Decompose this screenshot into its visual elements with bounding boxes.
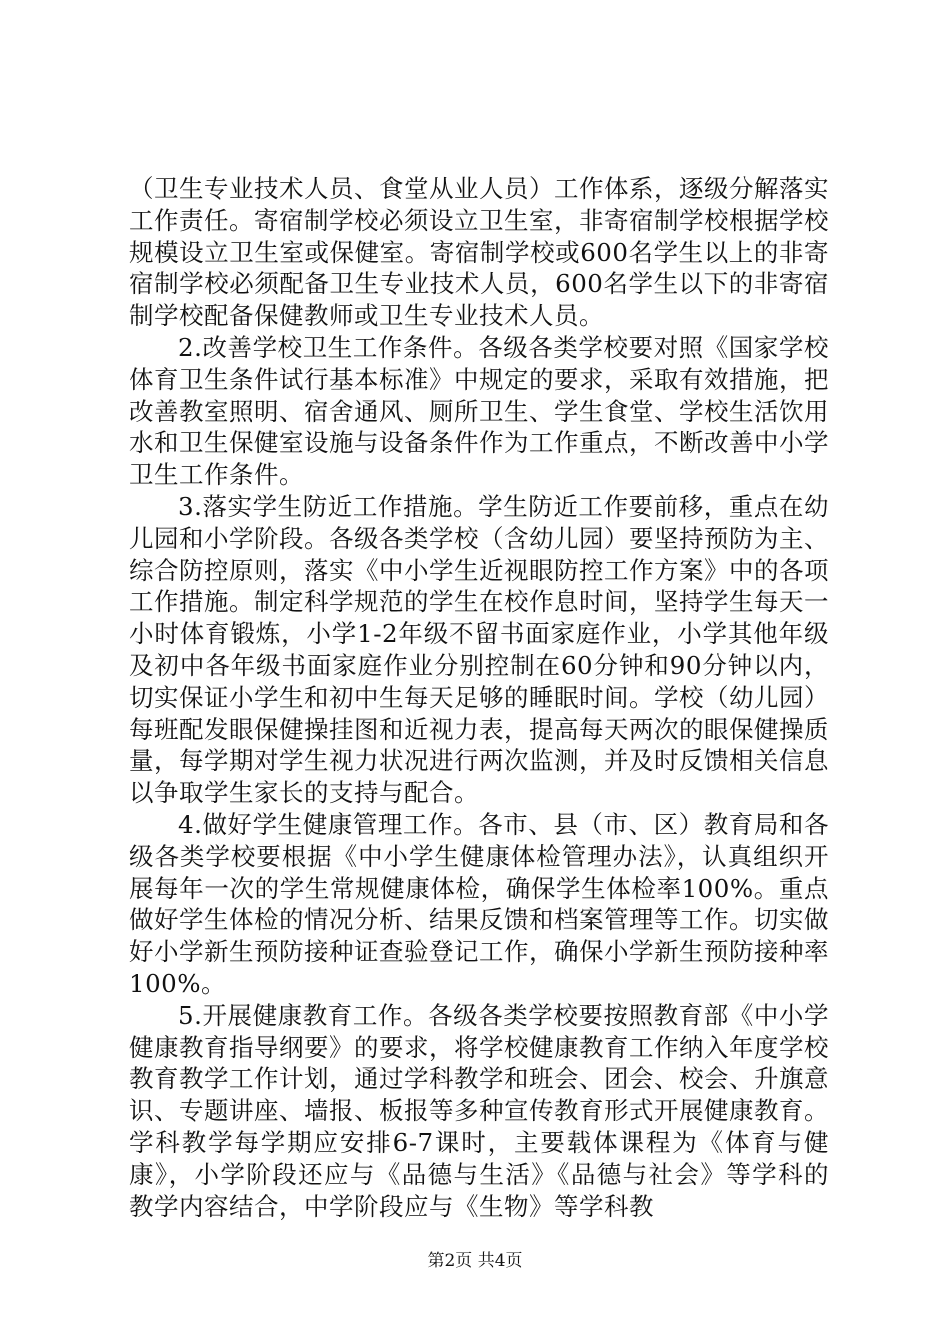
paragraph-item-2: 2.改善学校卫生工作条件。各级各类学校要对照《国家学校体育卫生条件试行基本标准》中规定的要求，采取有效措施，把改善教室照明、宿舍通风、厕所卫生、学生食堂、学校生活饮用水和卫生保健室设施与设备条件作为工作重点，不断改善中小学卫生工作条件。 xyxy=(129,332,829,490)
page-number: 第2页 共4页 xyxy=(427,1251,523,1271)
paragraph-item-4: 4.做好学生健康管理工作。各市、县（市、区）教育局和各级各类学校要根据《中小学生健康体检管理办法》，认真组织开展每年一次的学生常规健康体检，确保学生体检率100%。重点做好学生体检的情况分析、结果反馈和档案管理等工作。切实做好小学新生预防接种证查验登记工作，确保小学新生预防接种率100%。 xyxy=(129,809,829,998)
document-body xyxy=(129,173,829,1222)
paragraph-item-3: 3.落实学生防近工作措施。学生防近工作要前移，重点在幼儿园和小学阶段。各级各类学校（含幼儿园）要坚持预防为主、综合防控原则，落实《中小学生近视眼防控工作方案》中的各项工作措施。制定科学规范的学生在校作息时间，坚持学生每天一小时体育锻炼，小学1-2年级不留书面家庭作业，小学其他年级及初中各年级书面家庭作业分别控制在60分钟和90分钟以内，切实保证小学生和初中生每天足够的睡眠时间。学校（幼儿园）每班配发眼保健操挂图和近视力表，提高每天两次的眼保健操质量，每学期对学生视力状况进行两次监测，并及时反馈相关信息以争取学生家长的支持与配合。 xyxy=(129,491,829,808)
paragraph-continuation: （卫生专业技术人员、食堂从业人员）工作体系，逐级分解落实工作责任。寄宿制学校必须设立卫生室，非寄宿制学校根据学校规模设立卫生室或保健室。寄宿制学校或600名学生以上的非寄宿制学校必须配备卫生专业技术人员，600名学生以下的非寄宿制学校配备保健教师或卫生专业技术人员。 xyxy=(129,174,829,331)
paragraph-item-5: 5.开展健康教育工作。各级各类学校要按照教育部《中小学健康教育指导纲要》的要求，将学校健康教育工作纳入年度学校教育教学工作计划，通过学科教学和班会、团会、校会、升旗意识、专题讲座、墙报、板报等多种宣传教育形式开展健康教育。学科教学每学期应安排6-7课时，主要载体课程为《体育与健康》，小学阶段还应与《品德与生活》《品德与社会》等学科的教学内容结合，中学阶段应与《生物》等学科教 xyxy=(129,1000,829,1221)
page-footer xyxy=(0,1250,950,1272)
